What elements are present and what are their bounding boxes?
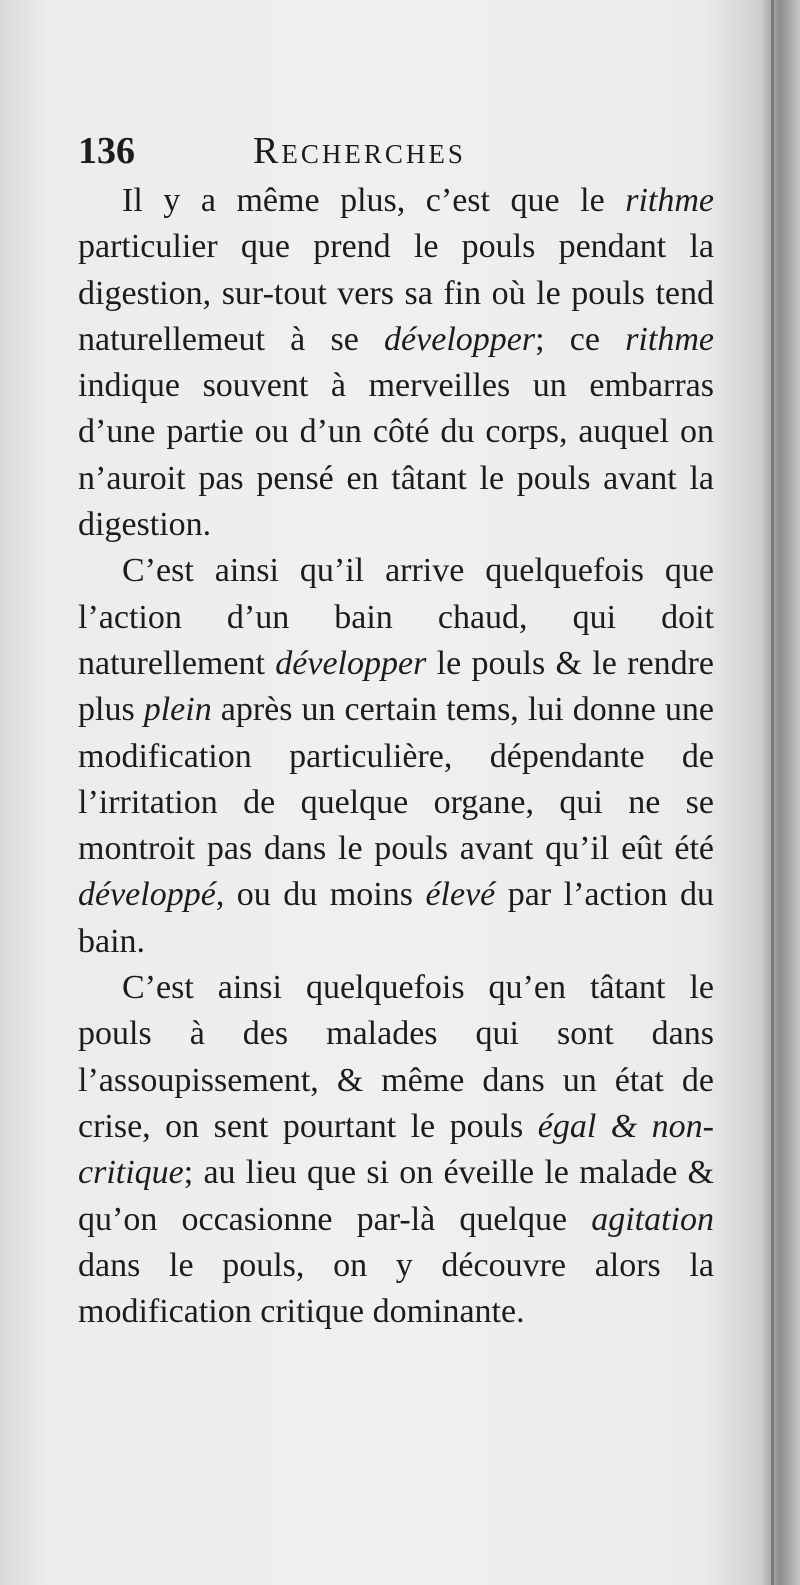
paragraph-2 bbox=[78, 548, 714, 965]
text-segment: après un certain tems, lui donne une modification particulière, dépendante de l’irritation de quelque organe, qui ne se montroit pas dans le pouls avant qu’il eût été bbox=[78, 691, 714, 868]
italic-text-segment: élevé bbox=[425, 876, 496, 914]
text-segment: le pouls & le rendre plus bbox=[78, 644, 715, 729]
body-text bbox=[78, 178, 714, 1335]
italic-text-segment: développer bbox=[275, 644, 427, 682]
book-spine-edge bbox=[771, 0, 774, 1585]
italic-text-segment: agitation bbox=[591, 1200, 714, 1238]
text-segment: ; ce bbox=[535, 320, 626, 358]
text-segment: ; au lieu que si on éveille le malade & qu’on occasionne par-là quelque bbox=[78, 1154, 714, 1238]
text-segment: , ou du moins bbox=[215, 876, 426, 914]
italic-text-segment: rithme bbox=[625, 320, 714, 358]
text-segment: dans le pouls, on y découvre alors la modification critique dominante. bbox=[78, 1246, 714, 1331]
italic-text-segment: égal & non-critique bbox=[78, 1107, 714, 1192]
paragraph-1 bbox=[78, 178, 714, 548]
running-head: Recherches bbox=[253, 130, 466, 172]
text-segment: indique souvent à merveilles un embarras d’une partie ou d’un côté du corps, auquel on n’auroit pas pensé en tâtant le pouls avant la digestion. bbox=[78, 367, 714, 544]
italic-text-segment: rithme bbox=[625, 182, 714, 219]
text-segment: par l’action du bain. bbox=[78, 876, 714, 960]
italic-text-segment: développer bbox=[384, 320, 536, 358]
page-header bbox=[78, 126, 718, 176]
text-segment: Il y a même plus, c’est que le bbox=[122, 182, 626, 219]
text-segment: C’est ainsi qu’il arrive quelquefois que l’action d’un bain chaud, qui doit naturellement bbox=[78, 552, 714, 682]
page-number: 136 bbox=[78, 130, 135, 172]
text-segment: C’est ainsi quelquefois qu’en tâtant le pouls à des malades qui sont dans l’assoupissement, & même dans un état de crise, on sent pourtant le pouls bbox=[78, 969, 714, 1145]
italic-text-segment: plein bbox=[143, 691, 212, 729]
italic-text-segment: développé bbox=[78, 876, 216, 914]
text-segment: particulier que prend le pouls pendant la digestion, sur-tout vers sa fin où le pouls tend naturellemeut à se bbox=[78, 228, 714, 358]
paragraph-3 bbox=[78, 965, 714, 1335]
